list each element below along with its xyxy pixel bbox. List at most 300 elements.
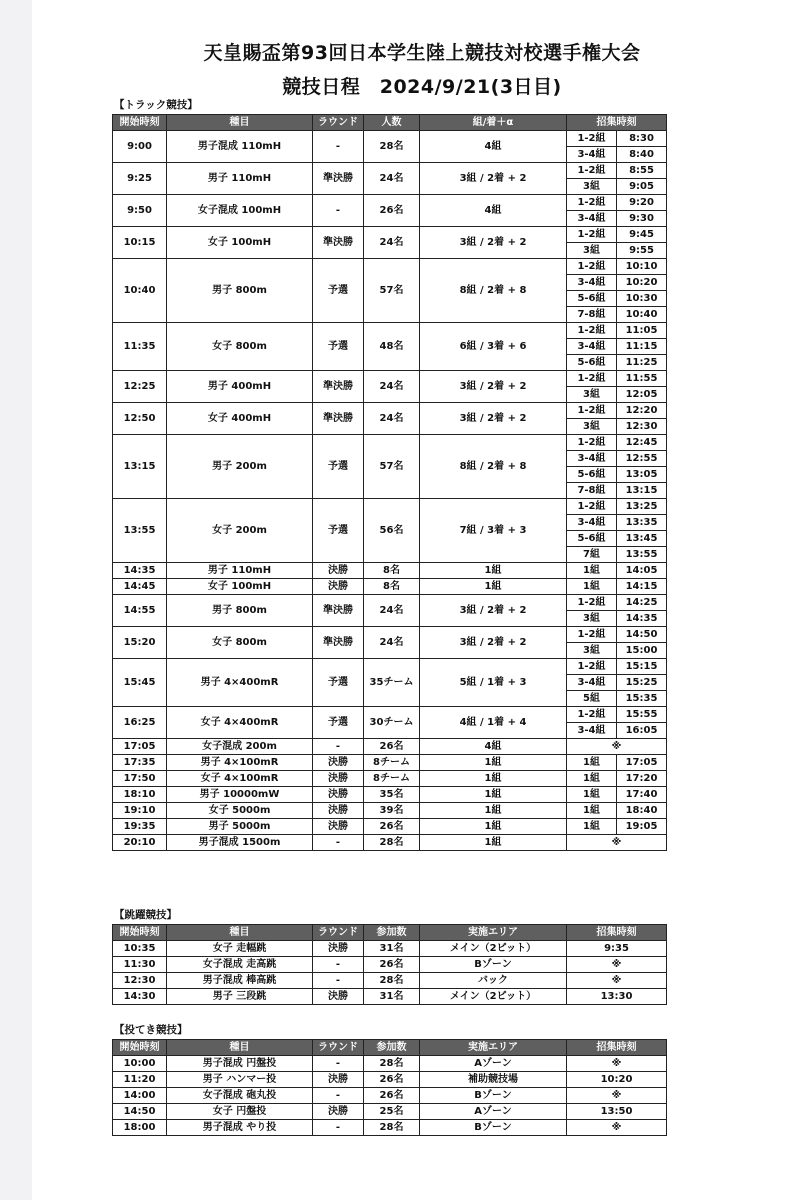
event-name: 女子 円盤投 xyxy=(167,1104,313,1120)
header-call-time: 招集時刻 xyxy=(567,115,667,131)
participant-count: 39名 xyxy=(364,803,420,819)
call-time: 9:45 xyxy=(617,227,667,243)
call-time: 10:40 xyxy=(617,307,667,323)
call-time: 11:55 xyxy=(617,371,667,387)
table-row xyxy=(113,195,667,211)
table-row xyxy=(113,771,667,787)
start-time: 19:10 xyxy=(113,803,167,819)
header-event: 種目 xyxy=(167,115,313,131)
table-row xyxy=(113,1120,667,1136)
call-group: 1-2組 xyxy=(567,131,617,147)
event-name: 女子 走幅跳 xyxy=(167,941,313,957)
call-time: 16:05 xyxy=(617,723,667,739)
event-name: 男子混成 やり投 xyxy=(167,1120,313,1136)
header-event: 種目 xyxy=(167,925,313,941)
round: 決勝 xyxy=(313,989,364,1005)
heats-advance: 4組 / 1着 + 4 xyxy=(420,707,567,739)
call-time: 13:35 xyxy=(617,515,667,531)
round: 準決勝 xyxy=(313,227,364,259)
event-name: 男子混成 1500m xyxy=(167,835,313,851)
heats-advance: 1組 xyxy=(420,755,567,771)
event-name: 男子 110mH xyxy=(167,563,313,579)
call-group: 1-2組 xyxy=(567,707,617,723)
call-time: 18:40 xyxy=(617,803,667,819)
event-name: 男子 10000mW xyxy=(167,787,313,803)
event-name: 男子 800m xyxy=(167,595,313,627)
table-row xyxy=(113,973,667,989)
start-time: 12:25 xyxy=(113,371,167,403)
participant-count: 35チーム xyxy=(364,659,420,707)
participant-count: 26名 xyxy=(364,195,420,227)
jump-section-label: 【跳躍競技】 xyxy=(114,909,177,921)
table-row xyxy=(113,323,667,339)
start-time: 10:15 xyxy=(113,227,167,259)
start-time: 14:35 xyxy=(113,563,167,579)
start-time: 17:50 xyxy=(113,771,167,787)
event-name: 男子 4×100mR xyxy=(167,755,313,771)
table-row xyxy=(113,803,667,819)
participant-count: 48名 xyxy=(364,323,420,371)
call-group: 1-2組 xyxy=(567,627,617,643)
call-group: 3-4組 xyxy=(567,723,617,739)
heats-advance: 3組 / 2着 + 2 xyxy=(420,627,567,659)
track-schedule-table xyxy=(112,114,667,851)
call-time: 13:25 xyxy=(617,499,667,515)
call-group: 3組 xyxy=(567,387,617,403)
participant-count: 8名 xyxy=(364,563,420,579)
heats-advance: 4組 xyxy=(420,739,567,755)
participant-count: 31名 xyxy=(364,989,420,1005)
header-start-time: 開始時刻 xyxy=(113,115,167,131)
call-group: 3組 xyxy=(567,243,617,259)
table-row xyxy=(113,627,667,643)
table-row xyxy=(113,819,667,835)
call-time: 10:30 xyxy=(617,291,667,307)
heats-advance: 1組 xyxy=(420,819,567,835)
participant-count: 57名 xyxy=(364,435,420,499)
call-time: 10:20 xyxy=(567,1072,667,1088)
participant-count: 28名 xyxy=(364,973,420,989)
header-area: 実施エリア xyxy=(420,1040,567,1056)
header-event: 種目 xyxy=(167,1040,313,1056)
round: 予選 xyxy=(313,707,364,739)
round: 予選 xyxy=(313,659,364,707)
table-row xyxy=(113,989,667,1005)
participant-count: 24名 xyxy=(364,163,420,195)
call-time: 13:30 xyxy=(567,989,667,1005)
heats-advance: 8組 / 2着 + 8 xyxy=(420,259,567,323)
call-time: ※ xyxy=(567,1088,667,1104)
participant-count: 26名 xyxy=(364,957,420,973)
event-name: 女子 4×100mR xyxy=(167,771,313,787)
call-time: 9:30 xyxy=(617,211,667,227)
call-group: 1組 xyxy=(567,563,617,579)
call-group: 1-2組 xyxy=(567,227,617,243)
track-header-row xyxy=(113,115,667,131)
event-name: 女子混成 100mH xyxy=(167,195,313,227)
round: - xyxy=(313,957,364,973)
start-time: 16:25 xyxy=(113,707,167,739)
participant-count: 56名 xyxy=(364,499,420,563)
table-row xyxy=(113,739,667,755)
call-time: 14:05 xyxy=(617,563,667,579)
participant-count: 57名 xyxy=(364,259,420,323)
round: 準決勝 xyxy=(313,371,364,403)
round: - xyxy=(313,1120,364,1136)
round: 決勝 xyxy=(313,1072,364,1088)
call-time: 15:55 xyxy=(617,707,667,723)
table-row xyxy=(113,595,667,611)
call-time: 13:50 xyxy=(567,1104,667,1120)
start-time: 14:55 xyxy=(113,595,167,627)
round: 決勝 xyxy=(313,755,364,771)
call-time: 8:40 xyxy=(617,147,667,163)
table-row xyxy=(113,131,667,147)
venue-area: Bゾーン xyxy=(420,957,567,973)
header-call-time: 招集時刻 xyxy=(567,1040,667,1056)
round: - xyxy=(313,195,364,227)
round: 決勝 xyxy=(313,803,364,819)
round: - xyxy=(313,973,364,989)
table-row xyxy=(113,957,667,973)
heats-advance: 3組 / 2着 + 2 xyxy=(420,227,567,259)
round: 決勝 xyxy=(313,787,364,803)
call-group: 1-2組 xyxy=(567,403,617,419)
call-time: 17:05 xyxy=(617,755,667,771)
table-row xyxy=(113,259,667,275)
round: 決勝 xyxy=(313,771,364,787)
heats-advance: 6組 / 3着 + 6 xyxy=(420,323,567,371)
event-name: 男子 4×400mR xyxy=(167,659,313,707)
heats-advance: 5組 / 1着 + 3 xyxy=(420,659,567,707)
event-name: 男子混成 棒高跳 xyxy=(167,973,313,989)
call-group: 1組 xyxy=(567,787,617,803)
start-time: 14:50 xyxy=(113,1104,167,1120)
call-group: 1組 xyxy=(567,755,617,771)
call-group: 7-8組 xyxy=(567,307,617,323)
header-round: ラウンド xyxy=(313,1040,364,1056)
call-group: 1-2組 xyxy=(567,323,617,339)
participant-count: 28名 xyxy=(364,1056,420,1072)
event-name: 女子 200m xyxy=(167,499,313,563)
round: - xyxy=(313,835,364,851)
call-time: 11:15 xyxy=(617,339,667,355)
venue-area: メイン（2ピット） xyxy=(420,941,567,957)
heats-advance: 8組 / 2着 + 8 xyxy=(420,435,567,499)
call-time: 10:10 xyxy=(617,259,667,275)
call-time: 9:20 xyxy=(617,195,667,211)
round: - xyxy=(313,1088,364,1104)
table-row xyxy=(113,403,667,419)
header-heats: 組/着＋α xyxy=(420,115,567,131)
call-time: 12:55 xyxy=(617,451,667,467)
call-time: 14:50 xyxy=(617,627,667,643)
call-group: 1-2組 xyxy=(567,259,617,275)
call-time: 12:45 xyxy=(617,435,667,451)
round: 決勝 xyxy=(313,579,364,595)
table-row xyxy=(113,941,667,957)
throw-schedule-table xyxy=(112,1039,667,1136)
start-time: 14:45 xyxy=(113,579,167,595)
start-time: 15:45 xyxy=(113,659,167,707)
participant-count: 30チーム xyxy=(364,707,420,739)
call-time: 13:45 xyxy=(617,531,667,547)
participant-count: 24名 xyxy=(364,627,420,659)
call-group: 3-4組 xyxy=(567,515,617,531)
start-time: 12:50 xyxy=(113,403,167,435)
call-group: 1組 xyxy=(567,579,617,595)
heats-advance: 1組 xyxy=(420,803,567,819)
call-group: 1組 xyxy=(567,803,617,819)
table-row xyxy=(113,371,667,387)
table-row xyxy=(113,563,667,579)
participant-count: 28名 xyxy=(364,835,420,851)
call-time: 17:20 xyxy=(617,771,667,787)
heats-advance: 1組 xyxy=(420,563,567,579)
round: 準決勝 xyxy=(313,403,364,435)
call-group: 3-4組 xyxy=(567,675,617,691)
event-name: 女子混成 200m xyxy=(167,739,313,755)
call-time: ※ xyxy=(567,957,667,973)
participant-count: 26名 xyxy=(364,1072,420,1088)
call-time: ※ xyxy=(567,1056,667,1072)
participant-count: 25名 xyxy=(364,1104,420,1120)
call-group: 1-2組 xyxy=(567,163,617,179)
header-start-time: 開始時刻 xyxy=(113,1040,167,1056)
call-group: 3組 xyxy=(567,179,617,195)
venue-area: Bゾーン xyxy=(420,1120,567,1136)
participant-count: 26名 xyxy=(364,819,420,835)
call-group: 1-2組 xyxy=(567,195,617,211)
event-name: 男子混成 110mH xyxy=(167,131,313,163)
call-group: 3組 xyxy=(567,419,617,435)
call-group: 1-2組 xyxy=(567,499,617,515)
participant-count: 8名 xyxy=(364,579,420,595)
start-time: 18:10 xyxy=(113,787,167,803)
participant-count: 26名 xyxy=(364,739,420,755)
start-time: 10:35 xyxy=(113,941,167,957)
event-name: 男子 800m xyxy=(167,259,313,323)
call-group: 3-4組 xyxy=(567,211,617,227)
start-time: 19:35 xyxy=(113,819,167,835)
start-time: 10:00 xyxy=(113,1056,167,1072)
participant-count: 8チーム xyxy=(364,755,420,771)
call-time: 15:00 xyxy=(617,643,667,659)
call-time: 14:25 xyxy=(617,595,667,611)
call-time: 15:35 xyxy=(617,691,667,707)
event-name: 女子混成 走高跳 xyxy=(167,957,313,973)
call-time: 13:05 xyxy=(617,467,667,483)
header-count: 参加数 xyxy=(364,925,420,941)
call-time: 9:35 xyxy=(567,941,667,957)
start-time: 9:00 xyxy=(113,131,167,163)
round: 決勝 xyxy=(313,941,364,957)
venue-area: 補助競技場 xyxy=(420,1072,567,1088)
start-time: 17:35 xyxy=(113,755,167,771)
call-time: 12:30 xyxy=(617,419,667,435)
start-time: 11:35 xyxy=(113,323,167,371)
start-time: 13:55 xyxy=(113,499,167,563)
event-name: 女子 800m xyxy=(167,627,313,659)
call-group: 5-6組 xyxy=(567,467,617,483)
round: 予選 xyxy=(313,499,364,563)
participant-count: 35名 xyxy=(364,787,420,803)
heats-advance: 3組 / 2着 + 2 xyxy=(420,163,567,195)
start-time: 15:20 xyxy=(113,627,167,659)
call-group: 7-8組 xyxy=(567,483,617,499)
header-round: ラウンド xyxy=(313,925,364,941)
start-time: 14:30 xyxy=(113,989,167,1005)
round: 決勝 xyxy=(313,819,364,835)
call-group: 5組 xyxy=(567,691,617,707)
heats-advance: 3組 / 2着 + 2 xyxy=(420,371,567,403)
call-time: 8:30 xyxy=(617,131,667,147)
start-time: 17:05 xyxy=(113,739,167,755)
jump-schedule-table xyxy=(112,924,667,1005)
call-time: 12:05 xyxy=(617,387,667,403)
event-name: 女子 5000m xyxy=(167,803,313,819)
table-row xyxy=(113,1104,667,1120)
table-row xyxy=(113,707,667,723)
start-time: 9:50 xyxy=(113,195,167,227)
table-row xyxy=(113,227,667,243)
venue-area: バック xyxy=(420,973,567,989)
event-name: 男子混成 円盤投 xyxy=(167,1056,313,1072)
call-group: 3-4組 xyxy=(567,451,617,467)
call-group: 3組 xyxy=(567,643,617,659)
call-time: 11:05 xyxy=(617,323,667,339)
participant-count: 31名 xyxy=(364,941,420,957)
throw-section-label: 【投てき競技】 xyxy=(114,1024,188,1036)
round: - xyxy=(313,739,364,755)
heats-advance: 1組 xyxy=(420,579,567,595)
table-row xyxy=(113,755,667,771)
venue-area: メイン（2ピット） xyxy=(420,989,567,1005)
call-note: ※ xyxy=(567,835,667,851)
call-group: 5-6組 xyxy=(567,291,617,307)
start-time: 10:40 xyxy=(113,259,167,323)
call-time: 14:15 xyxy=(617,579,667,595)
call-time: 14:35 xyxy=(617,611,667,627)
venue-area: Bゾーン xyxy=(420,1088,567,1104)
round: 決勝 xyxy=(313,563,364,579)
call-group: 3組 xyxy=(567,611,617,627)
participant-count: 26名 xyxy=(364,1088,420,1104)
start-time: 12:30 xyxy=(113,973,167,989)
call-time: 10:20 xyxy=(617,275,667,291)
round: 予選 xyxy=(313,259,364,323)
heats-advance: 7組 / 3着 + 3 xyxy=(420,499,567,563)
call-group: 5-6組 xyxy=(567,355,617,371)
call-group: 3-4組 xyxy=(567,275,617,291)
table-row xyxy=(113,1056,667,1072)
participant-count: 8チーム xyxy=(364,771,420,787)
start-time: 20:10 xyxy=(113,835,167,851)
event-name: 男子 三段跳 xyxy=(167,989,313,1005)
heats-advance: 1組 xyxy=(420,787,567,803)
participant-count: 28名 xyxy=(364,1120,420,1136)
event-name: 男子 400mH xyxy=(167,371,313,403)
jump-header-row xyxy=(113,925,667,941)
round: 予選 xyxy=(313,323,364,371)
call-group: 1-2組 xyxy=(567,371,617,387)
call-group: 1-2組 xyxy=(567,435,617,451)
call-time: 9:05 xyxy=(617,179,667,195)
throw-header-row xyxy=(113,1040,667,1056)
event-name: 女子 100mH xyxy=(167,579,313,595)
round: 決勝 xyxy=(313,1104,364,1120)
call-group: 3-4組 xyxy=(567,147,617,163)
call-time: 13:55 xyxy=(617,547,667,563)
call-time: 15:15 xyxy=(617,659,667,675)
header-round: ラウンド xyxy=(313,115,364,131)
participant-count: 24名 xyxy=(364,227,420,259)
start-time: 11:20 xyxy=(113,1072,167,1088)
round: 予選 xyxy=(313,435,364,499)
heats-advance: 4組 xyxy=(420,131,567,163)
call-time: 8:55 xyxy=(617,163,667,179)
round: 準決勝 xyxy=(313,627,364,659)
participant-count: 28名 xyxy=(364,131,420,163)
round: 準決勝 xyxy=(313,163,364,195)
call-group: 1組 xyxy=(567,819,617,835)
call-group: 1-2組 xyxy=(567,659,617,675)
header-area: 実施エリア xyxy=(420,925,567,941)
call-time: ※ xyxy=(567,1120,667,1136)
venue-area: Aゾーン xyxy=(420,1056,567,1072)
call-note: ※ xyxy=(567,739,667,755)
participant-count: 24名 xyxy=(364,595,420,627)
round: - xyxy=(313,1056,364,1072)
call-time: 12:20 xyxy=(617,403,667,419)
event-name: 女子混成 砲丸投 xyxy=(167,1088,313,1104)
round: - xyxy=(313,131,364,163)
header-count: 人数 xyxy=(364,115,420,131)
header-count: 参加数 xyxy=(364,1040,420,1056)
start-time: 9:25 xyxy=(113,163,167,195)
start-time: 14:00 xyxy=(113,1088,167,1104)
table-row xyxy=(113,1072,667,1088)
call-time: 9:55 xyxy=(617,243,667,259)
start-time: 13:15 xyxy=(113,435,167,499)
call-time: 13:15 xyxy=(617,483,667,499)
start-time: 18:00 xyxy=(113,1120,167,1136)
page-title: 天皇賜盃第93回日本学生陸上競技対校選手権大会 xyxy=(203,42,641,64)
table-row xyxy=(113,499,667,515)
call-time: ※ xyxy=(567,973,667,989)
call-time: 17:40 xyxy=(617,787,667,803)
round: 準決勝 xyxy=(313,595,364,627)
participant-count: 24名 xyxy=(364,403,420,435)
heats-advance: 3組 / 2着 + 2 xyxy=(420,595,567,627)
event-name: 男子 110mH xyxy=(167,163,313,195)
call-time: 15:25 xyxy=(617,675,667,691)
venue-area: Aゾーン xyxy=(420,1104,567,1120)
call-group: 1-2組 xyxy=(567,595,617,611)
call-group: 1組 xyxy=(567,771,617,787)
table-row xyxy=(113,579,667,595)
heats-advance: 4組 xyxy=(420,195,567,227)
start-time: 11:30 xyxy=(113,957,167,973)
call-time: 11:25 xyxy=(617,355,667,371)
participant-count: 24名 xyxy=(364,371,420,403)
event-name: 男子 ハンマー投 xyxy=(167,1072,313,1088)
heats-advance: 1組 xyxy=(420,835,567,851)
heats-advance: 1組 xyxy=(420,771,567,787)
call-group: 3-4組 xyxy=(567,339,617,355)
track-section-label: 【トラック競技】 xyxy=(114,99,198,111)
table-row xyxy=(113,163,667,179)
